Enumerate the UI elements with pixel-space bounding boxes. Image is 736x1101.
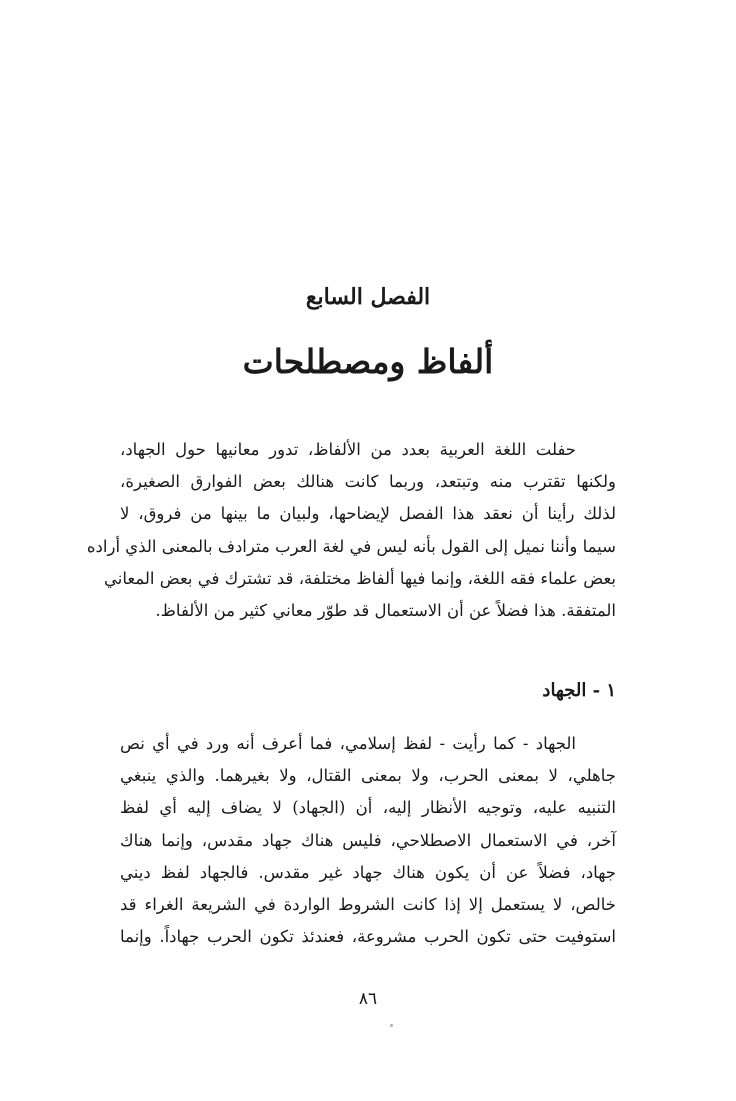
intro-line: لذلك رأينا أن نعقد هذا الفصل لإيضاحها، ولبيان ما بينها من فروق، لا: [120, 504, 616, 524]
intro-line: حفلت اللغة العربية بعدد من الألفاظ، تدور معانيها حول الجهاد،: [120, 440, 576, 459]
jihad-line: آخر، في الاستعمال الاصطلاحي، فليس هناك جهاد مقدس، وإنما هناك: [120, 830, 616, 850]
intro-line: بعض علماء فقه اللغة، وإنما فيها ألفاظ مختلفة، قد تشترك في بعض المعاني: [104, 568, 616, 588]
jihad-line: خالص، لا يستعمل إلا إذا كانت الشروط الواردة في الشريعة الغراء قد: [120, 895, 616, 915]
intro-paragraph: [86, 434, 616, 627]
intro-line: ولكنها تقترب منه وتبتعد، وربما كانت هنالك بعض الفوارق الصغيرة،: [120, 472, 616, 492]
page-number: ٨٦: [358, 989, 378, 1009]
chapter-label: الفصل السابع: [305, 284, 431, 310]
jihad-line: جاهلي، لا بمعنى الحرب، ولا بمعنى القتال، ولا بغيرهما. والذي ينبغي: [120, 766, 616, 786]
chapter-title: ألفاظ ومصطلحات: [242, 342, 494, 381]
jihad-line: التنبيه عليه، وتوجيه الأنظار إليه، أن (الجهاد) لا يضاف إليه أي لفظ: [120, 798, 616, 818]
jihad-paragraph: [120, 728, 616, 953]
intro-line: سيما وأننا نميل إلى القول بأنه ليس في لغة العرب مترادف بالمعنى الذي أراده: [86, 536, 616, 556]
jihad-line: جهاد، فضلاً عن أن يكون هناك جهاد غير مقدس. فالجهاد لفظ ديني: [120, 862, 616, 882]
intro-line: المتفقة. هذا فضلاً عن أن الاستعمال قد طوّر معاني كثير من الألفاظ.: [155, 601, 616, 621]
section-heading-jihad: ١ - الجهاد: [542, 680, 616, 701]
scan-mark: [390, 1024, 393, 1027]
jihad-line: الجهاد - كما رأيت - لفظ إسلامي، فما أعرف أنه ورد في أي نص: [120, 734, 576, 753]
jihad-line: استوفيت حتى تكون الحرب مشروعة، فعندئذ تكون الحرب جهاداً. وإنما: [120, 927, 616, 947]
